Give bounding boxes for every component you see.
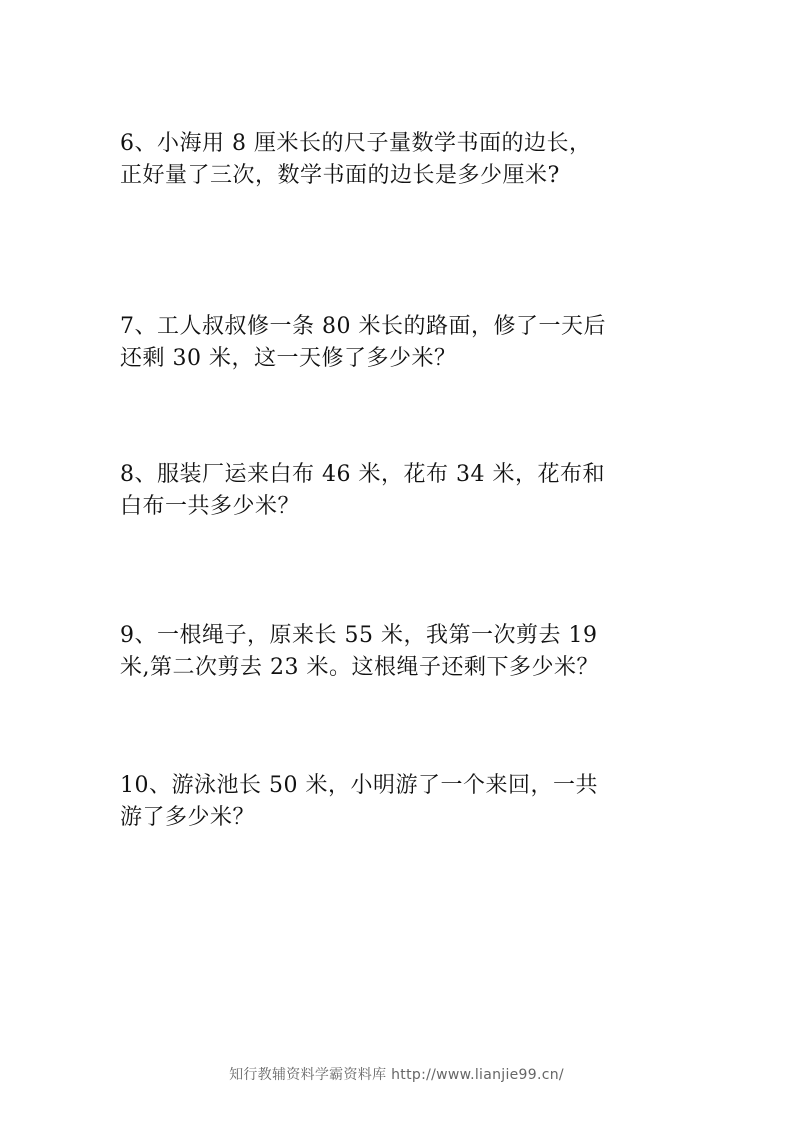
question-10-line-1: 10、游泳池长 50 米，小明游了一个来回，一共 — [120, 773, 598, 798]
question-7 — [120, 311, 660, 375]
question-9-line-2: 米,第二次剪去 23 米。这根绳子还剩下多少米？ — [120, 655, 599, 680]
question-8-line-1: 8、服装厂运来白布 46 米，花布 34 米，花布和 — [120, 462, 605, 487]
question-6-line-1: 6、小海用 8 厘米长的尺子量数学书面的边长， — [120, 131, 592, 156]
question-10 — [120, 770, 660, 834]
question-9-line-1: 9、一根绳子，原来长 55 米，我第一次剪去 19 — [120, 623, 598, 648]
question-6 — [120, 128, 660, 192]
question-6-line-2: 正好量了三次，数学书面的边长是多少厘米? — [120, 163, 560, 188]
question-10-line-2: 游了多少米？ — [120, 805, 256, 830]
footer-source-text: 知行教辅资料学霸资料库 http://www.lianjie99.cn/ — [229, 1067, 564, 1083]
question-8-line-2: 白布一共多少米？ — [120, 494, 301, 519]
question-9 — [120, 620, 660, 684]
question-7-line-2: 还剩 30 米，这一天修了多少米？ — [120, 346, 457, 371]
question-8 — [120, 459, 660, 523]
question-7-line-1: 7、工人叔叔修一条 80 米长的路面，修了一天后 — [120, 314, 606, 339]
